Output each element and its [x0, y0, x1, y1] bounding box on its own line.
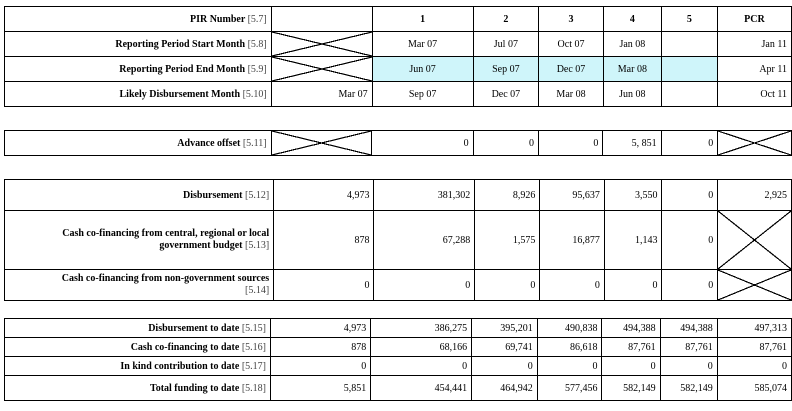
likely-month-pcr: Oct 11 [717, 82, 791, 107]
total-funding-to-date-pcr: 585,074 [717, 376, 791, 401]
disbursement-2: 8,926 [475, 180, 540, 211]
nongov-cofinancing-5: 0 [662, 270, 718, 301]
start-month-1: Mar 07 [372, 32, 473, 57]
disbursement-to-date-5: 494,388 [660, 319, 717, 338]
advance-offset-table [4, 130, 792, 156]
cofinancing-to-date-pcr: 87,761 [717, 338, 791, 357]
end-month-pcr: Apr 11 [717, 57, 791, 82]
gov-cofinancing-label: Cash co-financing from central, regional or local government budget [5.13] [5, 211, 274, 270]
gov-cofinancing-5: 0 [662, 211, 718, 270]
disbursement-to-date-3: 490,838 [537, 319, 602, 338]
nongov-cofinancing-first: 0 [274, 270, 374, 301]
disbursement-3: 95,637 [540, 180, 604, 211]
disbursement-to-date-first: 4,973 [270, 319, 370, 338]
nongov-cofinancing-4: 0 [604, 270, 662, 301]
disbursement-5: 0 [662, 180, 718, 211]
total-funding-to-date-label: Total funding to date [5.18] [5, 376, 271, 401]
pir-col-1: 1 [372, 7, 473, 32]
in-kind-to-date-2: 0 [472, 357, 538, 376]
disbursement-label: Disbursement [5.12] [5, 180, 274, 211]
gov-cofinancing-3: 16,877 [540, 211, 604, 270]
nongov-cofinancing-3: 0 [540, 270, 604, 301]
likely-month-label: Likely Disbursement Month [5.10] [5, 82, 272, 107]
gov-cofinancing-4: 1,143 [604, 211, 662, 270]
gov-cofinancing-first: 878 [274, 211, 374, 270]
pir-periods-table [4, 6, 792, 107]
disbursement-4: 3,550 [604, 180, 662, 211]
gov-cofinancing-1: 67,288 [374, 211, 475, 270]
total-funding-to-date-4: 582,149 [602, 376, 660, 401]
pir-col-pcr: PCR [717, 7, 791, 32]
total-funding-to-date-2: 464,942 [472, 376, 538, 401]
likely-month-5 [661, 82, 717, 107]
crossed-out-cell [271, 57, 372, 82]
end-month-4: Mar 08 [603, 57, 661, 82]
pir-number-label: PIR Number [5.7] [5, 7, 272, 32]
disbursement-to-date-4: 494,388 [602, 319, 660, 338]
likely-month-2: Dec 07 [473, 82, 539, 107]
pir-col-3: 3 [539, 7, 604, 32]
advance-offset-label: Advance offset [5.11] [5, 131, 272, 156]
advance-offset-3: 0 [539, 131, 603, 156]
advance-offset-5: 0 [661, 131, 718, 156]
gov-cofinancing-2: 1,575 [475, 211, 540, 270]
disbursement-1: 381,302 [374, 180, 475, 211]
advance-offset-1: 0 [372, 131, 473, 156]
start-month-2: Jul 07 [473, 32, 539, 57]
cofinancing-to-date-first: 878 [270, 338, 370, 357]
disbursement-pcr: 2,925 [718, 180, 792, 211]
pir-col-5: 5 [661, 7, 717, 32]
in-kind-to-date-pcr: 0 [717, 357, 791, 376]
start-month-4: Jan 08 [603, 32, 661, 57]
in-kind-to-date-3: 0 [537, 357, 602, 376]
funding-flows-table [4, 179, 792, 301]
advance-offset-2: 0 [473, 131, 538, 156]
end-month-5 [661, 57, 717, 82]
likely-month-3: Mar 08 [539, 82, 604, 107]
nongov-cofinancing-2: 0 [475, 270, 540, 301]
disbursement-to-date-label: Disbursement to date [5.15] [5, 319, 271, 338]
nongov-cofinancing-label: Cash co-financing from non-government sources [5.14] [5, 270, 274, 301]
in-kind-to-date-4: 0 [602, 357, 660, 376]
end-month-3: Dec 07 [539, 57, 604, 82]
cofinancing-to-date-4: 87,761 [602, 338, 660, 357]
in-kind-to-date-5: 0 [660, 357, 717, 376]
disbursement-to-date-1: 386,275 [371, 319, 472, 338]
cofinancing-to-date-5: 87,761 [660, 338, 717, 357]
pir-col-2: 2 [473, 7, 539, 32]
likely-month-first: Mar 07 [271, 82, 372, 107]
in-kind-to-date-first: 0 [270, 357, 370, 376]
crossed-out-cell [718, 211, 792, 270]
total-funding-to-date-first: 5,851 [270, 376, 370, 401]
crossed-out-cell [718, 270, 792, 301]
crossed-out-cell [271, 32, 372, 57]
total-funding-to-date-5: 582,149 [660, 376, 717, 401]
end-month-2: Sep 07 [473, 57, 539, 82]
nongov-cofinancing-1: 0 [374, 270, 475, 301]
likely-month-1: Sep 07 [372, 82, 473, 107]
cofinancing-to-date-3: 86,618 [537, 338, 602, 357]
total-funding-to-date-1: 454,441 [371, 376, 472, 401]
start-month-pcr: Jan 11 [717, 32, 791, 57]
crossed-out-cell [718, 131, 792, 156]
disbursement-to-date-2: 395,201 [472, 319, 538, 338]
likely-month-4: Jun 08 [603, 82, 661, 107]
totals-to-date-table [4, 318, 792, 401]
cofinancing-to-date-1: 68,166 [371, 338, 472, 357]
cofinancing-to-date-2: 69,741 [472, 338, 538, 357]
start-month-5 [661, 32, 717, 57]
in-kind-to-date-label: In kind contribution to date [5.17] [5, 357, 271, 376]
empty-cell [271, 7, 372, 32]
crossed-out-cell [271, 131, 372, 156]
disbursement-to-date-pcr: 497,313 [717, 319, 791, 338]
pir-col-4: 4 [603, 7, 661, 32]
cofinancing-to-date-label: Cash co-financing to date [5.16] [5, 338, 271, 357]
start-month-label: Reporting Period Start Month [5.8] [5, 32, 272, 57]
total-funding-to-date-3: 577,456 [537, 376, 602, 401]
end-month-label: Reporting Period End Month [5.9] [5, 57, 272, 82]
disbursement-first: 4,973 [274, 180, 374, 211]
start-month-3: Oct 07 [539, 32, 604, 57]
in-kind-to-date-1: 0 [371, 357, 472, 376]
end-month-1: Jun 07 [372, 57, 473, 82]
advance-offset-4: 5, 851 [603, 131, 661, 156]
